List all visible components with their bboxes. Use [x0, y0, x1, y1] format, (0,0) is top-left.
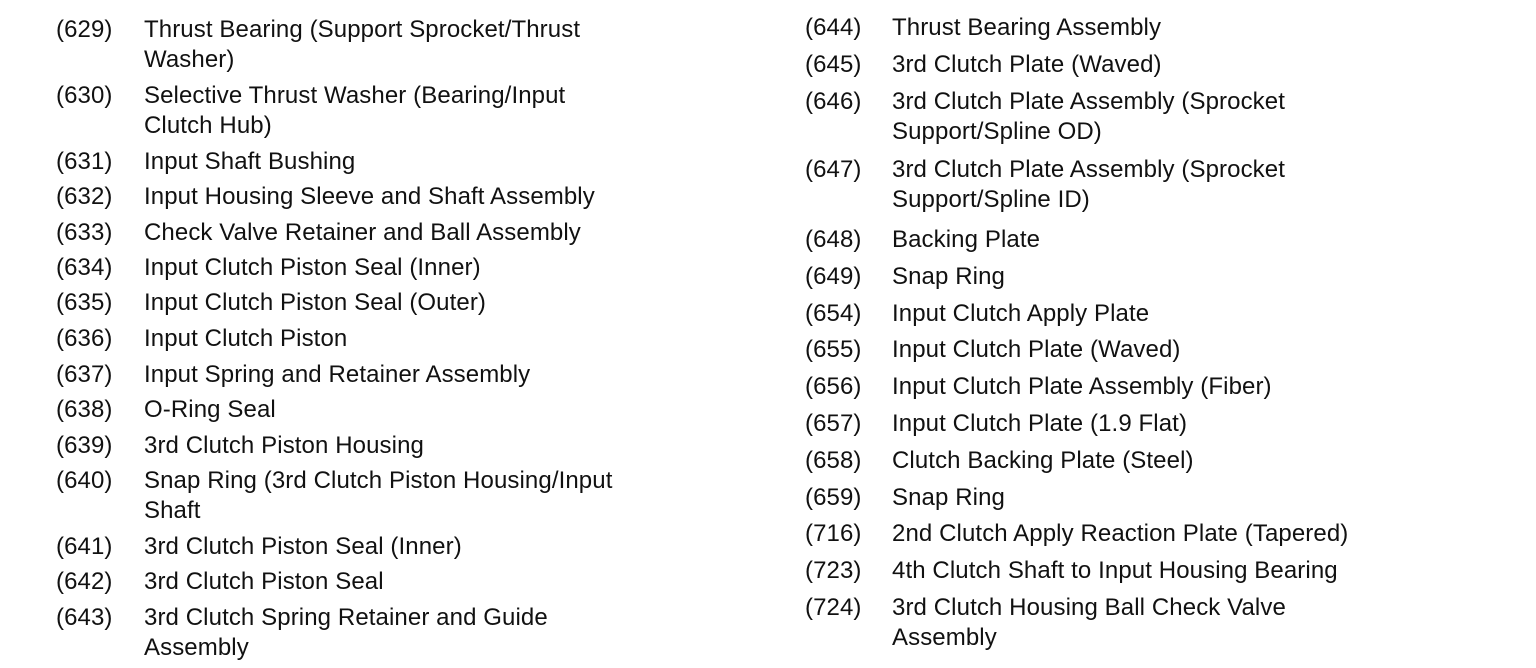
- part-number: (637): [56, 361, 113, 388]
- part-description: [892, 519, 1348, 549]
- description-line: Input Clutch Plate Assembly (Fiber): [892, 373, 1272, 400]
- part-number: (648): [805, 226, 862, 253]
- description-line: 3rd Clutch Piston Housing: [144, 432, 424, 459]
- description-line: Assembly: [144, 634, 249, 661]
- description-line: Input Spring and Retainer Assembly: [144, 361, 531, 388]
- part-number: (659): [805, 484, 862, 511]
- part-description: [892, 225, 1040, 255]
- part-description: [144, 218, 581, 248]
- description-line: Backing Plate: [892, 226, 1041, 253]
- part-description: [892, 299, 1149, 329]
- description-line: 4th Clutch Shaft to Input Housing Bearing: [892, 557, 1338, 584]
- part-description: [144, 81, 565, 141]
- description-line: Thrust Bearing (Support Sprocket/Thrust: [144, 16, 581, 43]
- part-description: [892, 556, 1338, 586]
- part-description: [892, 87, 1285, 147]
- description-line: Snap Ring (3rd Clutch Piston Housing/Input: [144, 467, 613, 494]
- part-description: [892, 155, 1285, 215]
- part-number: (658): [805, 447, 862, 474]
- description-line: Input Clutch Apply Plate: [892, 300, 1150, 327]
- part-number: (655): [805, 336, 862, 363]
- description-line: Input Housing Sleeve and Shaft Assembly: [144, 183, 595, 210]
- description-line: Thrust Bearing Assembly: [892, 14, 1162, 41]
- description-line: Input Clutch Piston: [144, 325, 348, 352]
- part-description: [144, 431, 424, 461]
- part-number: (645): [805, 51, 862, 78]
- part-number: (716): [805, 520, 862, 547]
- part-number: (630): [56, 82, 113, 109]
- part-description: [892, 372, 1272, 402]
- part-number: (724): [805, 594, 862, 621]
- part-description: [144, 147, 355, 177]
- description-line: 3rd Clutch Spring Retainer and Guide: [144, 604, 548, 631]
- part-description: [144, 324, 347, 354]
- part-description: [144, 567, 384, 597]
- part-description: [144, 360, 530, 390]
- part-number: (654): [805, 300, 862, 327]
- part-number: (649): [805, 263, 862, 290]
- description-line: Clutch Hub): [144, 112, 272, 139]
- part-number: (646): [805, 88, 862, 115]
- part-number: (632): [56, 183, 113, 210]
- description-line: 3rd Clutch Plate Assembly (Sprocket: [892, 156, 1285, 183]
- part-description: [892, 13, 1161, 43]
- description-line: Shaft: [144, 497, 201, 524]
- part-number: (643): [56, 604, 113, 631]
- part-description: [144, 288, 486, 318]
- part-number: (635): [56, 289, 113, 316]
- description-line: Input Clutch Plate (Waved): [892, 336, 1181, 363]
- description-line: Check Valve Retainer and Ball Assembly: [144, 219, 581, 246]
- part-description: [892, 446, 1194, 476]
- part-number: (634): [56, 254, 113, 281]
- part-description: [892, 335, 1181, 365]
- part-description: [892, 262, 1005, 292]
- description-line: Input Shaft Bushing: [144, 148, 356, 175]
- part-number: (657): [805, 410, 862, 437]
- description-line: Snap Ring: [892, 484, 1005, 511]
- part-number: (638): [56, 396, 113, 423]
- description-line: Input Clutch Piston Seal (Outer): [144, 289, 487, 316]
- part-description: [144, 253, 481, 283]
- part-number: (639): [56, 432, 113, 459]
- description-line: 3rd Clutch Plate (Waved): [892, 51, 1162, 78]
- part-number: (723): [805, 557, 862, 584]
- part-description: [144, 532, 462, 562]
- part-description: [144, 182, 595, 212]
- description-line: 3rd Clutch Plate Assembly (Sprocket: [892, 88, 1285, 115]
- part-description: [892, 593, 1286, 653]
- description-line: 3rd Clutch Housing Ball Check Valve: [892, 594, 1286, 621]
- description-line: Snap Ring: [892, 263, 1005, 290]
- part-number: (644): [805, 14, 862, 41]
- part-number: (641): [56, 533, 113, 560]
- description-line: Washer): [144, 46, 235, 73]
- part-number: (640): [56, 467, 113, 494]
- part-number: (631): [56, 148, 113, 175]
- part-description: [892, 483, 1005, 513]
- part-number: (656): [805, 373, 862, 400]
- description-line: 3rd Clutch Piston Seal: [144, 568, 384, 595]
- description-line: 3rd Clutch Piston Seal (Inner): [144, 533, 462, 560]
- part-number: (647): [805, 156, 862, 183]
- part-description: [892, 50, 1162, 80]
- description-line: Clutch Backing Plate (Steel): [892, 447, 1194, 474]
- description-line: Support/Spline ID): [892, 186, 1090, 213]
- part-number: (636): [56, 325, 113, 352]
- description-line: Support/Spline OD): [892, 118, 1102, 145]
- part-number: (629): [56, 16, 113, 43]
- part-number: (633): [56, 219, 113, 246]
- description-line: Selective Thrust Washer (Bearing/Input: [144, 82, 566, 109]
- description-line: Input Clutch Piston Seal (Inner): [144, 254, 481, 281]
- part-number: (642): [56, 568, 113, 595]
- description-line: Assembly: [892, 624, 997, 651]
- part-description: [144, 603, 548, 663]
- part-description: [144, 15, 580, 75]
- part-description: [892, 409, 1187, 439]
- part-description: [144, 395, 276, 425]
- description-line: O-Ring Seal: [144, 396, 276, 423]
- description-line: Input Clutch Plate (1.9 Flat): [892, 410, 1188, 437]
- description-line: 2nd Clutch Apply Reaction Plate (Tapered): [892, 520, 1349, 547]
- part-description: [144, 466, 612, 526]
